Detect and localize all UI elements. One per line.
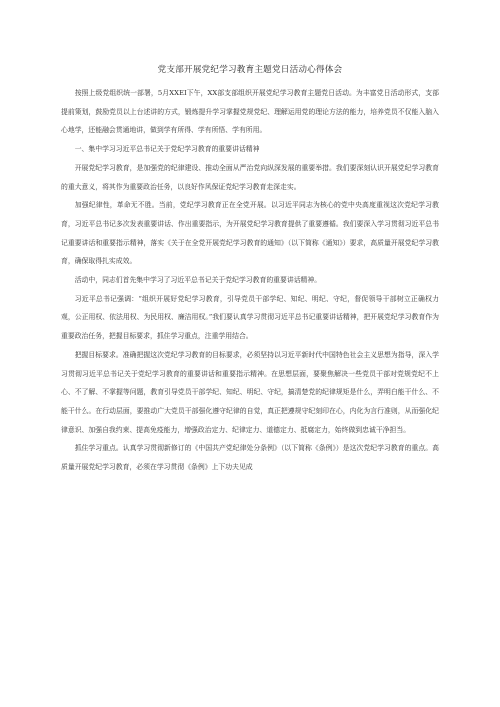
paragraph-key-points: 抓住学习重点。认真学习贯彻新修订的《中国共产党纪律处分条例》（以下简称《条例》）是这次党纪学习教育的重点。高质量开展党纪学习教育，必须在学习贯彻《条例》上下功夫见成 [61,444,439,472]
paragraph-quote: 习近平总书记强调：“组织开展好党纪学习教育，引导党员干部学纪、知纪、明纪、守纪，督促领导干部树立正确权力观，公正用权、依法用权、为民用权、廉洁用权。”我们要认真学习贯彻习近平总书记重要讲话精神，把开展党纪学习教育作为重要政治任务，把握目标要求，抓住学习重点，注重学用结合。 [61,294,439,341]
paragraph-intro: 按照上级党组织统一部署，5月XXEI下午，XX部支部组织开展党纪学习教育主题党日活动。为丰富党日活动形式，支部提前策划，鼓励党员以上台述讲的方式，锻炼提升学习掌握党规党纪、理解运用党的理论方法的能力，培养党员不仅能入脑入心地学，还能融会贯通地讲，做到学有所得、学有所悟、学有所用。 [61,89,439,135]
document-body [61,84,439,477]
paragraph-discipline: 加强纪律性，革命无不胜。当前，党纪学习教育正在全党开展。以习近平同志为核心的党中央高度重视这次党纪学习教育，习近平总书记多次发表重要讲话、作出重要指示，为开展党纪学习教育提供了重要遵循。我们要深入学习贯彻习近平总书记重要讲话和重要指示精神，落实《关于在全党开展党纪学习教育的通知》（以下简称《通知》）要求，高质量开展党纪学习教育，确保取得扎实成效。 [61,201,439,266]
paragraph-activity: 活动中，同志们首先集中学习了习近平总书记关于党纪学习教育的重要讲话精神。 [74,276,322,285]
paragraph-significance: 开展党纪学习教育，是加强党的纪律建设、推动全面从严治党向纵深发展的重要举措。我们要深刻认识开展党纪学习教育的重大意义，将其作为重要政治任务，以良好作风保证党纪学习教育走深走实。 [61,163,439,191]
paragraph-goals: 把握目标要求。准确把握这次党纪学习教育的目标要求，必须坚持以习近平新时代中国特色社会主义思想为指导，深入学习贯彻习近平总书记关于党纪学习教育的重要讲话和重要指示精神。在思想层面，要聚焦解决一些党员干部对党规党纪不上心、不了解、不掌握等问题，教育引导党员干部学纪、知纪、明纪、守纪，搞清楚党的纪律规矩是什么，弄明白能干什么、不能干什么。在行动层面，要推动广大党员干部强化遵守纪律的自觉，真正把遵规守纪刻印在心，内化为言行准则，从而强化纪律意识、加强自我约束、提高免疫能力，增强政治定力、纪律定力、道德定力、抵腐定力，始终做到忠诚干净担当。 [61,350,439,434]
document-title: 党支部开展党纪学习教育主题党日活动心得体会 [157,65,343,75]
section-heading-1: 一、集中学习习近平总书记关于党纪学习教育的重要讲话精神 [74,145,260,154]
